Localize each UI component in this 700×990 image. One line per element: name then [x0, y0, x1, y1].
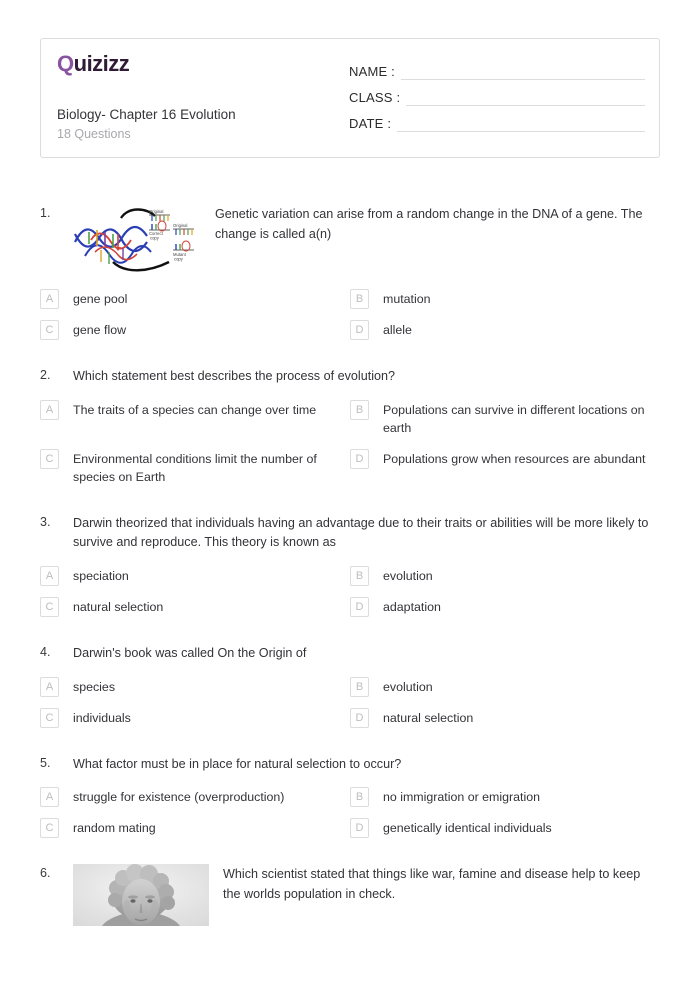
option-letter-a: A: [40, 566, 59, 586]
question-image-1: [73, 204, 201, 276]
option-text-4b: evolution: [383, 679, 433, 694]
question-spacer: [40, 340, 660, 366]
class-field-row: [349, 91, 645, 106]
answer-option-5b[interactable]: [350, 787, 660, 807]
option-text-3b: evolution: [383, 568, 433, 583]
option-text-1a: gene pool: [73, 292, 128, 306]
question-text-2: Which statement best describes the process of evolution?: [73, 369, 396, 383]
option-text-3c: natural selection: [73, 599, 164, 614]
svg-text:Original: Original: [149, 209, 164, 214]
question-block-6: [40, 864, 660, 926]
quizizz-logo: [57, 53, 341, 75]
question-block-3: [40, 513, 660, 617]
answer-option-5c[interactable]: [40, 818, 350, 838]
option-letter-c: C: [40, 818, 59, 838]
answer-option-4a[interactable]: [40, 677, 350, 697]
option-text-5a: struggle for existence (overproduction): [73, 790, 285, 805]
option-letter-c: C: [40, 708, 59, 728]
option-text-5c: random mating: [73, 821, 156, 836]
option-text-2c: Environmental conditions limit the number of species on Earth: [73, 451, 317, 485]
option-text-3d: adaptation: [383, 599, 441, 614]
answer-option-1c[interactable]: [40, 320, 350, 340]
student-info-fields: [341, 39, 659, 157]
answer-option-3b[interactable]: [350, 566, 660, 586]
option-text-2a: The traits of a species can change over time: [73, 402, 317, 417]
answer-option-3c[interactable]: [40, 597, 350, 617]
svg-text:Correct: Correct: [149, 231, 163, 236]
option-letter-a: A: [40, 787, 59, 807]
class-field-label: CLASS :: [349, 89, 401, 105]
option-text-4a: species: [73, 679, 116, 694]
answers-1: [40, 289, 660, 340]
question-spacer: [40, 728, 660, 754]
question-spacer: [40, 487, 660, 513]
date-field-input[interactable]: [397, 118, 645, 132]
answer-option-2c[interactable]: [40, 449, 350, 487]
option-text-3a: speciation: [73, 568, 129, 583]
option-letter-b: B: [350, 566, 369, 586]
question-row-1: [40, 204, 660, 276]
option-text-4c: individuals: [73, 710, 131, 725]
question-block-1: [40, 204, 660, 340]
svg-text:Mutant: Mutant: [173, 252, 186, 257]
answer-option-1d[interactable]: [350, 320, 660, 340]
answer-option-5d[interactable]: [350, 818, 660, 838]
question-number-5: 5.: [40, 755, 51, 770]
option-letter-c: C: [40, 597, 59, 617]
option-letter-d: D: [350, 708, 369, 728]
option-letter-c: C: [40, 320, 59, 340]
question-text-3: Darwin theorized that individuals having an advantage due to their traits or abilities will be more likely to survive and reproduce. This theory is known as: [73, 515, 649, 550]
answer-option-3a[interactable]: [40, 566, 350, 586]
option-letter-d: D: [350, 449, 369, 469]
name-field-row: [349, 65, 645, 80]
answers-3: [40, 566, 660, 617]
scientist-portrait-icon: [73, 864, 209, 926]
question-row-6: [40, 864, 660, 926]
quiz-meta: [57, 106, 341, 145]
name-field-input[interactable]: [401, 66, 645, 80]
dna-mutation-diagram-icon: [73, 204, 201, 276]
question-number-3: 3.: [40, 514, 51, 529]
question-block-4: [40, 643, 660, 728]
option-letter-b: B: [350, 677, 369, 697]
question-text-1: Genetic variation can arise from a random change in the DNA of a gene. The change is called a(n): [215, 207, 643, 241]
option-letter-d: D: [350, 597, 369, 617]
question-text-5: What factor must be in place for natural selection to occur?: [73, 756, 402, 771]
answers-5: [40, 787, 660, 838]
answer-option-1b[interactable]: [350, 289, 660, 309]
date-field-label: DATE :: [349, 115, 392, 131]
question-number-2: 2.: [40, 368, 51, 382]
question-row-2: [40, 366, 660, 387]
name-field-label: NAME :: [349, 63, 395, 79]
question-spacer: [40, 617, 660, 643]
worksheet-header-card: [40, 38, 660, 158]
svg-text:Original: Original: [173, 223, 188, 228]
logo-q-glyph: Q: [57, 51, 74, 76]
date-field-row: [349, 117, 645, 132]
class-field-input[interactable]: [406, 92, 645, 106]
question-number-6: 6.: [40, 866, 51, 881]
header-left-block: [41, 39, 341, 157]
option-text-4d: natural selection: [383, 710, 474, 725]
option-letter-d: D: [350, 320, 369, 340]
answers-4: [40, 677, 660, 728]
question-block-5: [40, 754, 660, 839]
answer-option-4b[interactable]: [350, 677, 660, 697]
logo-text-rest: uizizz: [73, 51, 130, 76]
svg-text:copy: copy: [150, 235, 159, 241]
quiz-question-count: 18 Questions: [57, 126, 131, 141]
option-text-2b: Populations can survive in different locations on earth: [383, 402, 645, 436]
answer-option-3d[interactable]: [350, 597, 660, 617]
answer-option-2a[interactable]: [40, 400, 350, 438]
option-letter-a: A: [40, 289, 59, 309]
question-image-6: [73, 864, 209, 926]
option-letter-a: A: [40, 677, 59, 697]
answer-option-4d[interactable]: [350, 708, 660, 728]
option-letter-b: B: [350, 289, 369, 309]
question-spacer: [40, 838, 660, 864]
answer-option-2d[interactable]: [350, 449, 660, 487]
option-letter-c: C: [40, 449, 59, 469]
svg-text:copy: copy: [174, 256, 183, 262]
question-number-4: 4.: [40, 644, 51, 659]
question-text-4: Darwin's book was called On the Origin of: [73, 645, 307, 660]
answers-2: [40, 400, 660, 487]
answer-option-4c[interactable]: [40, 708, 350, 728]
answer-option-2b[interactable]: [350, 400, 660, 438]
question-row-5: [40, 754, 660, 775]
option-letter-a: A: [40, 400, 59, 420]
option-text-1b: mutation: [383, 292, 431, 306]
option-letter-b: B: [350, 787, 369, 807]
option-text-5d: genetically identical individuals: [383, 821, 552, 836]
questions-list: [40, 204, 660, 926]
option-letter-b: B: [350, 400, 369, 420]
question-row-3: [40, 513, 660, 553]
option-text-1c: gene flow: [73, 323, 127, 337]
option-text-5b: no immigration or emigration: [383, 790, 541, 805]
option-text-2d: Populations grow when resources are abundant: [383, 451, 646, 466]
option-letter-d: D: [350, 818, 369, 838]
question-block-2: [40, 366, 660, 487]
quiz-title: Biology- Chapter 16 Evolution: [57, 107, 236, 123]
answer-option-1a[interactable]: [40, 289, 350, 309]
option-text-1d: allele: [383, 323, 412, 337]
question-number-1: 1.: [40, 206, 51, 220]
question-row-4: [40, 643, 660, 664]
answer-option-5a[interactable]: [40, 787, 350, 807]
question-text-6: Which scientist stated that things like war, famine and disease help to keep the worlds population in check.: [223, 867, 641, 901]
